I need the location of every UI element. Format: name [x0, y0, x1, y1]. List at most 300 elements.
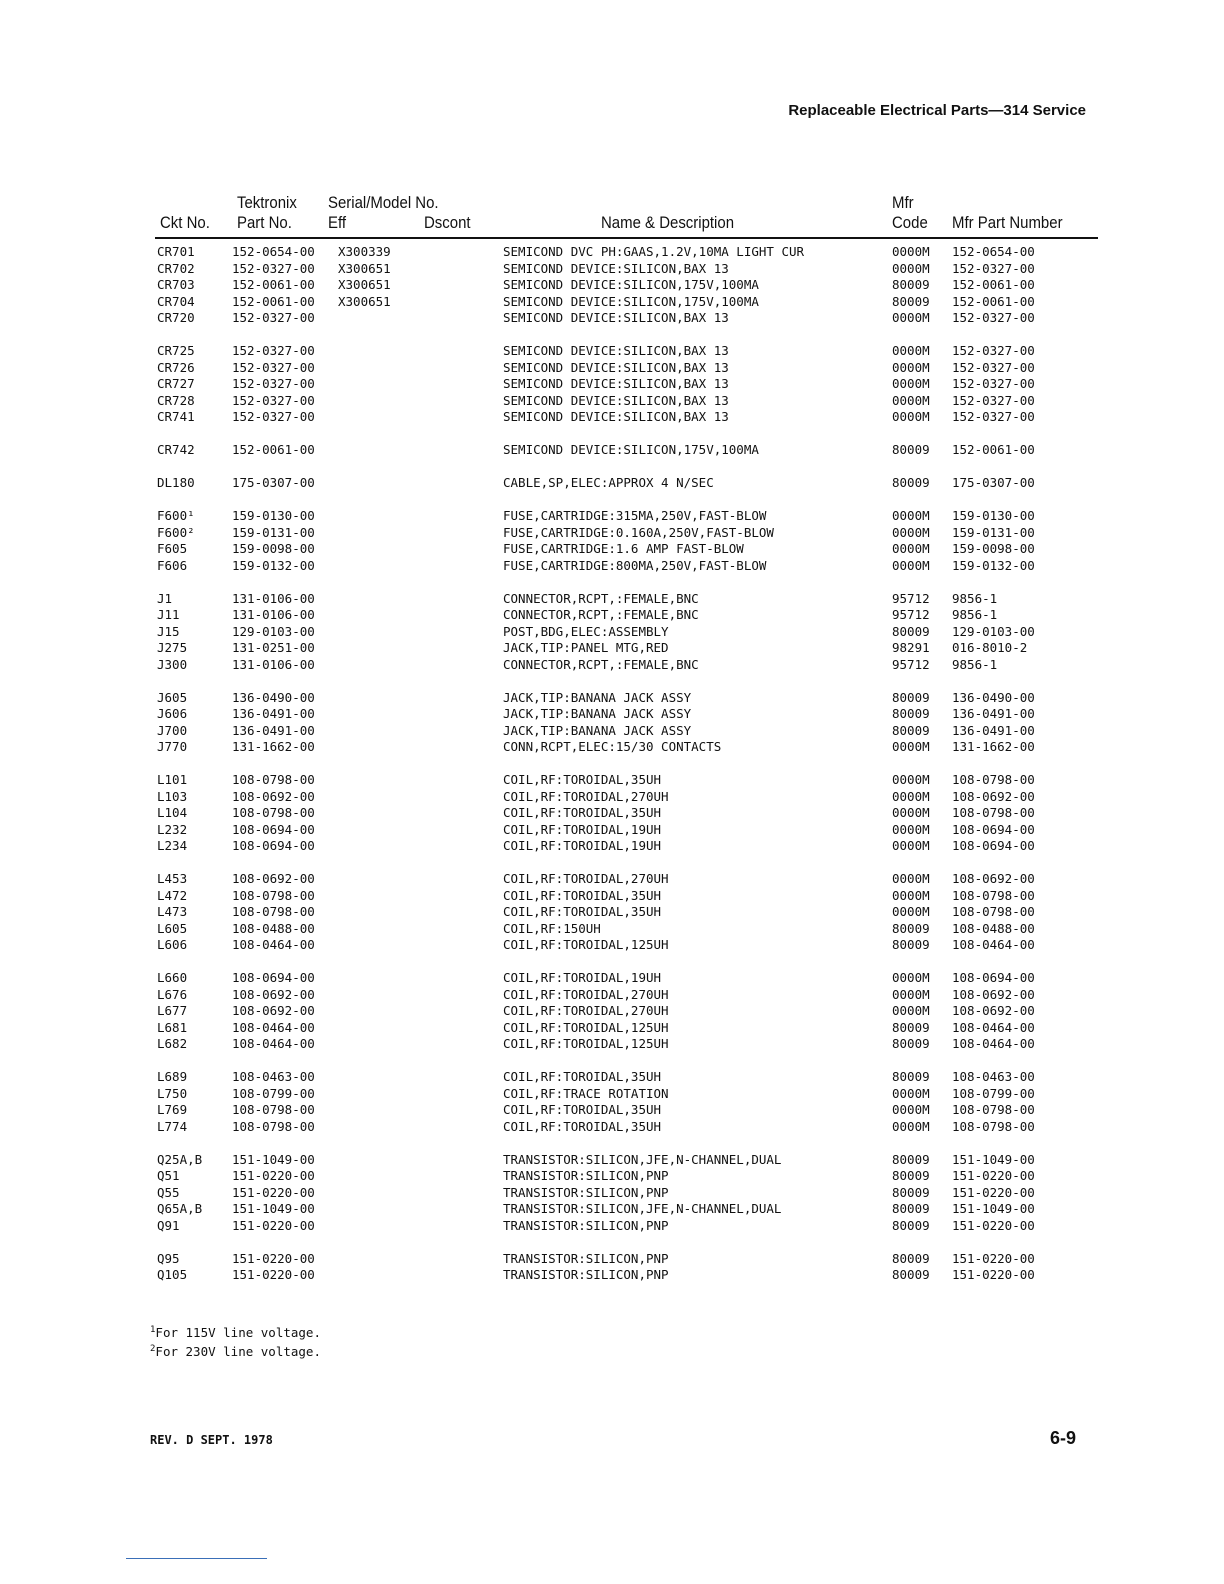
cell-ckt-no: L677: [157, 1003, 188, 1018]
cell-mfr-code: 0000M: [892, 1102, 930, 1117]
cell-part-no: 108-0798-00: [232, 772, 315, 787]
cell-part-no: 136-0491-00: [232, 706, 315, 721]
cell-description: COIL,RF:TOROIDAL,19UH: [503, 970, 662, 985]
row-group: [0, 970, 1224, 1053]
col-header-dscont: Dscont: [424, 213, 471, 232]
table-row: [0, 921, 1224, 938]
parts-table: [0, 244, 1224, 1300]
cell-description: FUSE,CARTRIDGE:1.6 AMP FAST-BLOW: [503, 541, 744, 556]
col-header-serial-model: Serial/Model No.: [328, 193, 439, 212]
cell-description: TRANSISTOR:SILICON,JFE,N-CHANNEL,DUAL: [503, 1201, 782, 1216]
cell-mfr-code: 80009: [892, 937, 930, 952]
cell-part-no: 152-0327-00: [232, 376, 315, 391]
table-row: [0, 294, 1224, 311]
cell-mfr-part-number: 152-0061-00: [952, 442, 1035, 457]
footnote-1: [150, 1322, 321, 1341]
cell-eff: X300651: [338, 260, 391, 276]
table-row: [0, 1185, 1224, 1202]
cell-part-no: 151-0220-00: [232, 1168, 315, 1183]
cell-part-no: 151-0220-00: [232, 1250, 315, 1266]
cell-mfr-code: 98291: [892, 640, 930, 655]
table-row: [0, 871, 1224, 888]
cell-mfr-part-number: 108-0798-00: [952, 887, 1035, 903]
cell-mfr-part-number: 108-0694-00: [952, 838, 1035, 853]
cell-description: CABLE,SP,ELEC:APPROX 4 N/SEC: [503, 475, 714, 490]
cell-part-no: 159-0131-00: [232, 524, 315, 540]
cell-description: COIL,RF:TOROIDAL,125UH: [503, 1019, 669, 1035]
table-row: [0, 805, 1224, 822]
table-row: [0, 1069, 1224, 1086]
cell-mfr-code: 0000M: [892, 772, 930, 787]
cell-ckt-no: L660: [157, 970, 188, 985]
cell-mfr-code: 0000M: [892, 244, 930, 259]
table-row: [0, 1201, 1224, 1218]
cell-description: SEMICOND DEVICE:SILICON,175V,100MA: [503, 293, 759, 309]
cell-description: COIL,RF:TOROIDAL,35UH: [503, 904, 662, 919]
table-row: [0, 558, 1224, 575]
footnote-1-text: For 115V line voltage.: [155, 1325, 321, 1341]
cell-mfr-part-number: 108-0692-00: [952, 986, 1035, 1002]
cell-mfr-code: 80009: [892, 442, 930, 457]
cell-description: SEMICOND DEVICE:SILICON,BAX 13: [503, 376, 729, 391]
cell-ckt-no: CR742: [157, 442, 195, 457]
cell-mfr-code: 80009: [892, 1184, 930, 1200]
cell-ckt-no: L472: [157, 887, 188, 903]
cell-part-no: 152-0061-00: [232, 277, 315, 292]
cell-mfr-part-number: 152-0327-00: [952, 376, 1035, 391]
col-header-tektronix: Tektronix: [237, 193, 297, 212]
cell-mfr-part-number: 108-0464-00: [952, 1019, 1035, 1035]
cell-mfr-part-number: 016-8010-2: [952, 640, 1028, 655]
cell-mfr-part-number: 108-0694-00: [952, 970, 1035, 985]
cell-mfr-code: 0000M: [892, 805, 930, 820]
cell-ckt-no: L606: [157, 937, 188, 952]
cell-ckt-no: Q91: [157, 1217, 180, 1233]
cell-description: TRANSISTOR:SILICON,PNP: [503, 1184, 669, 1200]
cell-part-no: 151-1049-00: [232, 1151, 315, 1167]
cell-description: COIL,RF:TOROIDAL,19UH: [503, 838, 662, 853]
table-row: [0, 1267, 1224, 1284]
cell-mfr-part-number: 152-0061-00: [952, 277, 1035, 292]
footnote-1-mark: 1: [150, 1325, 156, 1335]
row-group: [0, 1251, 1224, 1284]
cell-description: TRANSISTOR:SILICON,PNP: [503, 1168, 669, 1183]
table-row: [0, 1168, 1224, 1185]
col-header-eff: Eff: [328, 213, 347, 232]
cell-description: JACK,TIP:BANANA JACK ASSY: [503, 689, 692, 705]
cell-part-no: 152-0327-00: [232, 310, 315, 325]
cell-mfr-code: 0000M: [892, 904, 930, 919]
cell-mfr-code: 0000M: [892, 557, 930, 573]
cell-description: COIL,RF:150UH: [503, 920, 601, 936]
cell-description: COIL,RF:TOROIDAL,35UH: [503, 1118, 662, 1134]
cell-description: POST,BDG,ELEC:ASSEMBLY: [503, 623, 669, 639]
table-row: [0, 1086, 1224, 1103]
cell-description: TRANSISTOR:SILICON,PNP: [503, 1250, 669, 1266]
cell-description: SEMICOND DEVICE:SILICON,BAX 13: [503, 343, 729, 358]
cell-mfr-part-number: 108-0798-00: [952, 1102, 1035, 1117]
cell-description: COIL,RF:TOROIDAL,19UH: [503, 821, 662, 837]
cell-mfr-part-number: 159-0098-00: [952, 541, 1035, 556]
table-row: [0, 475, 1224, 492]
cell-ckt-no: J1: [157, 590, 173, 606]
cell-mfr-part-number: 175-0307-00: [952, 475, 1035, 490]
cell-description: COIL,RF:TOROIDAL,35UH: [503, 887, 662, 903]
cell-mfr-part-number: 9856-1: [952, 607, 998, 622]
cell-part-no: 152-0327-00: [232, 409, 315, 424]
table-row: [0, 343, 1224, 360]
cell-ckt-no: CR728: [157, 392, 195, 408]
row-group: [0, 343, 1224, 426]
row-group: [0, 442, 1224, 459]
cell-part-no: 152-0327-00: [232, 359, 315, 375]
cell-mfr-part-number: 9856-1: [952, 656, 998, 672]
cell-mfr-part-number: 108-0464-00: [952, 937, 1035, 952]
row-group: [0, 508, 1224, 574]
cell-part-no: 152-0654-00: [232, 244, 315, 259]
cell-mfr-part-number: 108-0463-00: [952, 1069, 1035, 1084]
table-row: [0, 1102, 1224, 1119]
cell-part-no: 108-0488-00: [232, 920, 315, 936]
cell-part-no: 108-0692-00: [232, 1003, 315, 1018]
cell-description: CONNECTOR,RCPT,:FEMALE,BNC: [503, 607, 699, 622]
cell-mfr-code: 0000M: [892, 739, 930, 754]
table-row: [0, 904, 1224, 921]
table-row: [0, 657, 1224, 674]
cell-mfr-part-number: 108-0692-00: [952, 1003, 1035, 1018]
cell-part-no: 152-0327-00: [232, 392, 315, 408]
cell-mfr-code: 0000M: [892, 392, 930, 408]
cell-ckt-no: L104: [157, 805, 188, 820]
cell-mfr-code: 80009: [892, 1201, 930, 1216]
table-row: [0, 360, 1224, 377]
cell-ckt-no: L774: [157, 1118, 188, 1134]
cell-mfr-code: 0000M: [892, 788, 930, 804]
cell-mfr-part-number: 152-0327-00: [952, 310, 1035, 325]
cell-part-no: 131-0106-00: [232, 607, 315, 622]
table-row: [0, 277, 1224, 294]
table-row: [0, 640, 1224, 657]
cell-mfr-code: 80009: [892, 1267, 930, 1282]
cell-part-no: 129-0103-00: [232, 623, 315, 639]
cell-mfr-code: 80009: [892, 277, 930, 292]
cell-ckt-no: J15: [157, 623, 180, 639]
cell-part-no: 108-0692-00: [232, 871, 315, 886]
cell-ckt-no: J275: [157, 640, 188, 655]
cell-description: SEMICOND DVC PH:GAAS,1.2V,10MA LIGHT CUR: [503, 244, 805, 259]
cell-part-no: 136-0490-00: [232, 689, 315, 705]
cell-mfr-part-number: 151-0220-00: [952, 1168, 1035, 1183]
cell-mfr-part-number: 159-0130-00: [952, 508, 1035, 523]
row-group: [0, 690, 1224, 756]
table-row: [0, 789, 1224, 806]
cell-mfr-code: 80009: [892, 1217, 930, 1233]
cell-description: COIL,RF:TOROIDAL,270UH: [503, 788, 669, 804]
table-row: [0, 409, 1224, 426]
cell-mfr-part-number: 108-0488-00: [952, 920, 1035, 936]
col-header-part-no: Part No.: [237, 213, 292, 232]
cell-description: JACK,TIP:PANEL MTG,RED: [503, 640, 669, 655]
cell-mfr-part-number: 152-0327-00: [952, 409, 1035, 424]
cell-description: FUSE,CARTRIDGE:315MA,250V,FAST-BLOW: [503, 508, 767, 523]
cell-part-no: 108-0692-00: [232, 986, 315, 1002]
cell-mfr-code: 0000M: [892, 508, 930, 523]
cell-description: CONNECTOR,RCPT,:FEMALE,BNC: [503, 656, 699, 672]
table-row: [0, 838, 1224, 855]
cell-ckt-no: Q51: [157, 1168, 180, 1183]
cell-part-no: 159-0132-00: [232, 557, 315, 573]
table-row: [0, 706, 1224, 723]
cell-mfr-code: 80009: [892, 920, 930, 936]
page-header-title: Replaceable Electrical Parts—314 Service: [788, 102, 1086, 119]
cell-mfr-code: 80009: [892, 706, 930, 721]
cell-ckt-no: L681: [157, 1019, 188, 1035]
cell-part-no: 131-1662-00: [232, 739, 315, 754]
table-row: [0, 1251, 1224, 1268]
table-row: [0, 1036, 1224, 1053]
cell-ckt-no: F600²: [157, 524, 195, 540]
table-row: [0, 525, 1224, 542]
cell-mfr-code: 0000M: [892, 343, 930, 358]
cell-mfr-part-number: 152-0327-00: [952, 392, 1035, 408]
cell-part-no: 108-0798-00: [232, 904, 315, 919]
cell-part-no: 108-0798-00: [232, 1118, 315, 1134]
cell-part-no: 108-0692-00: [232, 788, 315, 804]
cell-ckt-no: Q25A,B: [157, 1151, 203, 1167]
cell-description: SEMICOND DEVICE:SILICON,BAX 13: [503, 310, 729, 325]
cell-mfr-code: 0000M: [892, 376, 930, 391]
bottom-rule: [126, 1558, 267, 1559]
cell-mfr-part-number: 108-0798-00: [952, 805, 1035, 820]
page-number: 6-9: [1049, 1428, 1076, 1448]
cell-description: JACK,TIP:BANANA JACK ASSY: [503, 722, 692, 738]
cell-description: TRANSISTOR:SILICON,PNP: [503, 1217, 669, 1233]
cell-description: COIL,RF:TOROIDAL,270UH: [503, 871, 669, 886]
cell-description: COIL,RF:TOROIDAL,270UH: [503, 1003, 669, 1018]
cell-description: SEMICOND DEVICE:SILICON,BAX 13: [503, 260, 729, 276]
cell-mfr-part-number: 152-0327-00: [952, 343, 1035, 358]
col-header-name-description: Name & Description: [601, 213, 735, 232]
cell-mfr-code: 0000M: [892, 524, 930, 540]
cell-ckt-no: CR727: [157, 376, 195, 391]
cell-ckt-no: CR702: [157, 260, 195, 276]
cell-eff: X300651: [338, 293, 391, 309]
cell-ckt-no: L234: [157, 838, 188, 853]
row-group: [0, 871, 1224, 954]
table-row: [0, 541, 1224, 558]
cell-mfr-part-number: 151-1049-00: [952, 1201, 1035, 1216]
cell-description: COIL,RF:TOROIDAL,35UH: [503, 1069, 662, 1084]
cell-part-no: 108-0694-00: [232, 970, 315, 985]
cell-mfr-code: 80009: [892, 1019, 930, 1035]
cell-mfr-code: 0000M: [892, 838, 930, 853]
cell-part-no: 108-0464-00: [232, 1036, 315, 1051]
cell-mfr-part-number: 9856-1: [952, 590, 998, 606]
cell-mfr-code: 80009: [892, 623, 930, 639]
cell-part-no: 151-0220-00: [232, 1184, 315, 1200]
cell-ckt-no: L232: [157, 821, 188, 837]
table-row: [0, 987, 1224, 1004]
table-row: [0, 244, 1224, 261]
cell-part-no: 131-0106-00: [232, 590, 315, 606]
cell-mfr-part-number: 152-0327-00: [952, 359, 1035, 375]
cell-mfr-code: 95712: [892, 656, 930, 672]
cell-mfr-part-number: 108-0799-00: [952, 1085, 1035, 1101]
cell-mfr-code: 95712: [892, 607, 930, 622]
cell-mfr-code: 0000M: [892, 409, 930, 424]
cell-mfr-part-number: 108-0798-00: [952, 1118, 1035, 1134]
table-row: [0, 1152, 1224, 1169]
cell-mfr-part-number: 108-0464-00: [952, 1036, 1035, 1051]
cell-mfr-code: 0000M: [892, 821, 930, 837]
table-row: [0, 1218, 1224, 1235]
cell-mfr-code: 80009: [892, 475, 930, 490]
table-row: [0, 723, 1224, 740]
cell-description: CONN,RCPT,ELEC:15/30 CONTACTS: [503, 739, 722, 754]
cell-mfr-code: 0000M: [892, 359, 930, 375]
cell-part-no: 108-0463-00: [232, 1069, 315, 1084]
cell-mfr-part-number: 129-0103-00: [952, 623, 1035, 639]
cell-ckt-no: CR741: [157, 409, 195, 424]
table-row: [0, 822, 1224, 839]
cell-description: COIL,RF:TOROIDAL,35UH: [503, 805, 662, 820]
cell-mfr-code: 0000M: [892, 970, 930, 985]
footnote-2-mark: 2: [150, 1344, 156, 1355]
cell-mfr-part-number: 152-0327-00: [952, 260, 1035, 276]
revision-label: REV. D SEPT. 1978: [150, 1433, 273, 1447]
cell-mfr-part-number: 108-0798-00: [952, 772, 1035, 787]
cell-description: COIL,RF:TOROIDAL,35UH: [503, 1102, 662, 1117]
cell-ckt-no: Q105: [157, 1267, 188, 1282]
table-row: [0, 591, 1224, 608]
cell-description: TRANSISTOR:SILICON,PNP: [503, 1267, 669, 1282]
cell-part-no: 108-0694-00: [232, 838, 315, 853]
cell-mfr-code: 0000M: [892, 1085, 930, 1101]
table-row: [0, 624, 1224, 641]
cell-mfr-part-number: 151-0220-00: [952, 1217, 1035, 1233]
cell-mfr-part-number: 151-0220-00: [952, 1267, 1035, 1282]
table-row: [0, 970, 1224, 987]
row-group: [0, 1152, 1224, 1235]
cell-mfr-part-number: 151-0220-00: [952, 1250, 1035, 1266]
cell-mfr-part-number: 108-0692-00: [952, 788, 1035, 804]
cell-mfr-code: 80009: [892, 1036, 930, 1051]
cell-mfr-code: 80009: [892, 722, 930, 738]
cell-ckt-no: J606: [157, 706, 188, 721]
cell-part-no: 152-0061-00: [232, 442, 315, 457]
cell-part-no: 108-0798-00: [232, 805, 315, 820]
table-row: [0, 739, 1224, 756]
cell-ckt-no: J300: [157, 656, 188, 672]
cell-ckt-no: CR701: [157, 244, 195, 259]
cell-part-no: 108-0798-00: [232, 1102, 315, 1117]
cell-mfr-part-number: 151-1049-00: [952, 1151, 1035, 1167]
cell-ckt-no: CR720: [157, 310, 195, 325]
cell-part-no: 108-0464-00: [232, 1019, 315, 1035]
cell-ckt-no: F605: [157, 541, 188, 556]
cell-description: SEMICOND DEVICE:SILICON,BAX 13: [503, 409, 729, 424]
cell-description: CONNECTOR,RCPT,:FEMALE,BNC: [503, 590, 699, 606]
cell-mfr-code: 0000M: [892, 541, 930, 556]
footnote-2: [150, 1341, 321, 1360]
cell-mfr-part-number: 131-1662-00: [952, 739, 1035, 754]
cell-part-no: 151-1049-00: [232, 1201, 315, 1216]
row-group: [0, 1069, 1224, 1135]
col-header-mfr-part-number: Mfr Part Number: [952, 213, 1063, 232]
cell-part-no: 152-0327-00: [232, 260, 315, 276]
cell-ckt-no: J11: [157, 607, 180, 622]
cell-mfr-code: 95712: [892, 590, 930, 606]
cell-part-no: 175-0307-00: [232, 475, 315, 490]
cell-description: COIL,RF:TOROIDAL,125UH: [503, 1036, 669, 1051]
footnote-2-text: For 230V line voltage.: [155, 1344, 321, 1360]
cell-ckt-no: CR704: [157, 293, 195, 309]
table-row: [0, 310, 1224, 327]
col-header-mfr: Mfr: [892, 193, 914, 212]
table-row: [0, 937, 1224, 954]
cell-ckt-no: F600¹: [157, 508, 195, 523]
cell-ckt-no: DL180: [157, 475, 195, 490]
cell-ckt-no: L101: [157, 772, 188, 787]
cell-mfr-part-number: 151-0220-00: [952, 1184, 1035, 1200]
table-row: [0, 772, 1224, 789]
cell-part-no: 136-0491-00: [232, 722, 315, 738]
cell-ckt-no: F606: [157, 557, 188, 573]
cell-ckt-no: J605: [157, 689, 188, 705]
row-group: [0, 772, 1224, 855]
cell-ckt-no: L689: [157, 1069, 188, 1084]
cell-eff: X300651: [338, 277, 391, 292]
cell-description: SEMICOND DEVICE:SILICON,175V,100MA: [503, 277, 759, 292]
cell-mfr-code: 0000M: [892, 1118, 930, 1134]
cell-description: SEMICOND DEVICE:SILICON,BAX 13: [503, 359, 729, 375]
cell-part-no: 151-0220-00: [232, 1267, 315, 1282]
cell-part-no: 159-0130-00: [232, 508, 315, 523]
cell-part-no: 159-0098-00: [232, 541, 315, 556]
cell-mfr-part-number: 159-0131-00: [952, 524, 1035, 540]
cell-ckt-no: L676: [157, 986, 188, 1002]
cell-mfr-part-number: 159-0132-00: [952, 557, 1035, 573]
cell-ckt-no: Q65A,B: [157, 1201, 203, 1216]
table-row: [0, 508, 1224, 525]
cell-mfr-code: 0000M: [892, 310, 930, 325]
cell-description: COIL,RF:TOROIDAL,270UH: [503, 986, 669, 1002]
cell-mfr-code: 80009: [892, 293, 930, 309]
cell-mfr-part-number: 136-0491-00: [952, 706, 1035, 721]
col-header-ckt-no: Ckt No.: [160, 213, 210, 232]
cell-part-no: 131-0106-00: [232, 656, 315, 672]
cell-description: TRANSISTOR:SILICON,JFE,N-CHANNEL,DUAL: [503, 1151, 782, 1167]
cell-mfr-code: 80009: [892, 1168, 930, 1183]
table-row: [0, 888, 1224, 905]
cell-part-no: 131-0251-00: [232, 640, 315, 655]
footnotes: [150, 1322, 321, 1360]
cell-part-no: 108-0694-00: [232, 821, 315, 837]
table-row: [0, 442, 1224, 459]
cell-mfr-code: 80009: [892, 1069, 930, 1084]
cell-mfr-code: 0000M: [892, 871, 930, 886]
cell-ckt-no: L769: [157, 1102, 188, 1117]
cell-part-no: 152-0327-00: [232, 343, 315, 358]
cell-mfr-part-number: 136-0490-00: [952, 689, 1035, 705]
cell-part-no: 108-0799-00: [232, 1085, 315, 1101]
cell-mfr-code: 0000M: [892, 887, 930, 903]
table-row: [0, 1020, 1224, 1037]
cell-mfr-code: 0000M: [892, 1003, 930, 1018]
cell-ckt-no: L605: [157, 920, 188, 936]
table-row: [0, 261, 1224, 278]
cell-mfr-code: 0000M: [892, 986, 930, 1002]
